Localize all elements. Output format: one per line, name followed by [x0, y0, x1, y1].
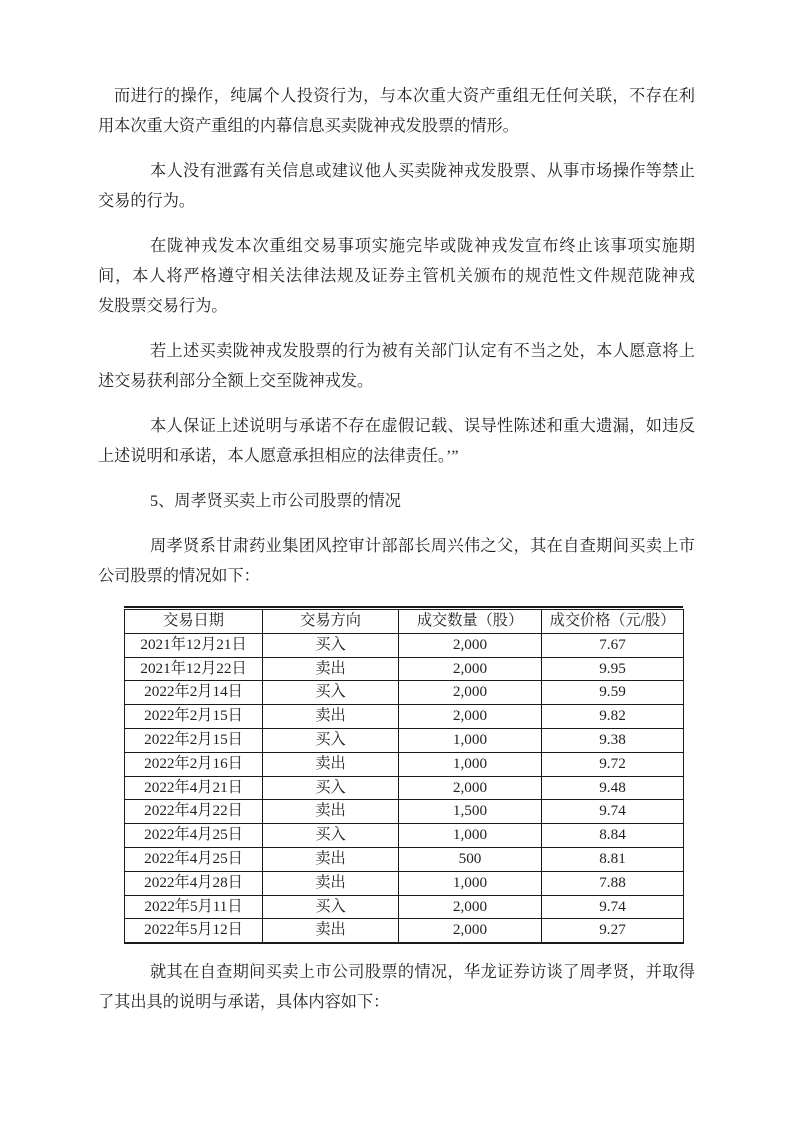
text-line: 就其在自查期间买卖上市公司股票的情况，华龙证券访谈了周孝贤，并取得	[150, 963, 695, 982]
table-cell: 2,000	[399, 705, 542, 729]
col-header-trade-date: 交易日期	[125, 610, 263, 634]
table-cell: 2021年12月22日	[125, 657, 263, 681]
text-line: 本人保证上述说明与承诺不存在虚假记载、误导性陈述和重大遗漏，如违反	[150, 417, 695, 435]
text-line: 述交易获利部分全额上交至陇神戎发。	[98, 372, 374, 390]
paragraph	[98, 411, 695, 471]
text-line: 发股票交易行为。	[98, 297, 228, 315]
col-header-volume: 成交数量（股）	[399, 610, 542, 634]
table-cell: 买入	[263, 824, 399, 848]
table-cell: 2022年2月16日	[125, 752, 263, 776]
table-cell: 买入	[263, 728, 399, 752]
table-row	[125, 871, 684, 895]
col-header-trade-direction: 交易方向	[263, 610, 399, 634]
text-line: 公司股票的情况如下：	[98, 567, 260, 585]
table-cell: 2022年4月28日	[125, 871, 263, 895]
text-line: 间，本人将严格遵守相关法律法规及证券主管机关颁布的规范性文件规范陇神戎	[98, 267, 695, 285]
text-line: 5、周孝贤买卖上市公司股票的情况	[150, 492, 401, 510]
table-row	[125, 657, 684, 681]
table-cell: 9.82	[542, 705, 684, 729]
table-cell: 2,000	[399, 776, 542, 800]
text-line: 本人没有泄露有关信息或建议他人买卖陇神戎发股票、从事市场操作等禁止	[150, 162, 695, 180]
text-blocks-top	[98, 81, 695, 591]
table-cell: 500	[399, 847, 542, 871]
paragraph	[98, 81, 695, 141]
paragraph	[98, 531, 695, 591]
table-row	[125, 752, 684, 776]
table-cell: 卖出	[263, 871, 399, 895]
table-cell: 买入	[263, 681, 399, 705]
table-cell: 2022年2月14日	[125, 681, 263, 705]
table-cell: 2022年4月22日	[125, 800, 263, 824]
text-blocks-bottom	[98, 957, 695, 1017]
col-header-price: 成交价格（元/股）	[542, 610, 684, 634]
table-cell: 1,500	[399, 800, 542, 824]
text-line: 在陇神戎发本次重组交易事项实施完毕或陇神戎发宣布终止该事项实施期	[150, 237, 695, 255]
table-cell: 2,000	[399, 919, 542, 943]
text-line: 交易的行为。	[98, 192, 196, 210]
table-cell: 2022年4月25日	[125, 824, 263, 848]
paragraph	[98, 336, 695, 396]
table-cell: 买入	[263, 633, 399, 657]
page-content	[98, 81, 695, 1032]
trade-table-wrap	[124, 606, 683, 944]
text-line: 上述说明和承诺，本人愿意承担相应的法律责任。’”	[98, 447, 459, 465]
table-cell: 卖出	[263, 800, 399, 824]
table-row	[125, 681, 684, 705]
table-cell: 卖出	[263, 752, 399, 776]
table-cell: 9.74	[542, 895, 684, 919]
table-cell: 1,000	[399, 728, 542, 752]
table-row	[125, 824, 684, 848]
table-cell: 9.48	[542, 776, 684, 800]
table-cell: 卖出	[263, 919, 399, 943]
trade-table-body	[125, 633, 684, 943]
table-cell: 2022年2月15日	[125, 705, 263, 729]
table-cell: 2,000	[399, 633, 542, 657]
paragraph	[98, 957, 695, 1017]
table-cell: 卖出	[263, 657, 399, 681]
table-cell: 8.81	[542, 847, 684, 871]
table-cell: 9.38	[542, 728, 684, 752]
table-cell: 7.67	[542, 633, 684, 657]
text-line: 了其出具的说明与承诺，具体内容如下：	[98, 993, 390, 1012]
table-cell: 9.72	[542, 752, 684, 776]
table-cell: 8.84	[542, 824, 684, 848]
table-cell: 卖出	[263, 705, 399, 729]
table-cell: 2022年5月12日	[125, 919, 263, 943]
table-row	[125, 800, 684, 824]
table-cell: 2,000	[399, 681, 542, 705]
table-row	[125, 728, 684, 752]
paragraph	[98, 156, 695, 216]
table-cell: 9.74	[542, 800, 684, 824]
table-cell: 2,000	[399, 657, 542, 681]
table-row	[125, 847, 684, 871]
table-cell: 2022年4月21日	[125, 776, 263, 800]
table-cell: 买入	[263, 895, 399, 919]
trade-table-header-row	[125, 610, 684, 634]
trade-table	[124, 609, 684, 944]
table-row	[125, 633, 684, 657]
table-cell: 2022年4月25日	[125, 847, 263, 871]
table-cell: 2021年12月21日	[125, 633, 263, 657]
table-row	[125, 776, 684, 800]
table-cell: 9.27	[542, 919, 684, 943]
table-row	[125, 895, 684, 919]
table-cell: 买入	[263, 776, 399, 800]
table-cell: 7.88	[542, 871, 684, 895]
table-row	[125, 919, 684, 943]
text-line: 周孝贤系甘肃药业集团风控审计部部长周兴伟之父，其在自查期间买卖上市	[150, 537, 695, 555]
table-cell: 1,000	[399, 824, 542, 848]
section-heading	[98, 486, 695, 516]
table-cell: 2022年2月15日	[125, 728, 263, 752]
table-cell: 9.59	[542, 681, 684, 705]
table-row	[125, 705, 684, 729]
table-cell: 9.95	[542, 657, 684, 681]
table-cell: 2,000	[399, 895, 542, 919]
table-cell: 1,000	[399, 871, 542, 895]
text-line: 若上述买卖陇神戎发股票的行为被有关部门认定有不当之处，本人愿意将上	[150, 342, 695, 360]
table-cell: 1,000	[399, 752, 542, 776]
text-line: 而进行的操作，纯属个人投资行为，与本次重大资产重组无任何关联，不存在利	[114, 87, 695, 105]
text-line: 用本次重大资产重组的内幕信息买卖陇神戎发股票的情形。	[98, 117, 519, 135]
paragraph	[98, 231, 695, 321]
table-cell: 卖出	[263, 847, 399, 871]
table-cell: 2022年5月11日	[125, 895, 263, 919]
